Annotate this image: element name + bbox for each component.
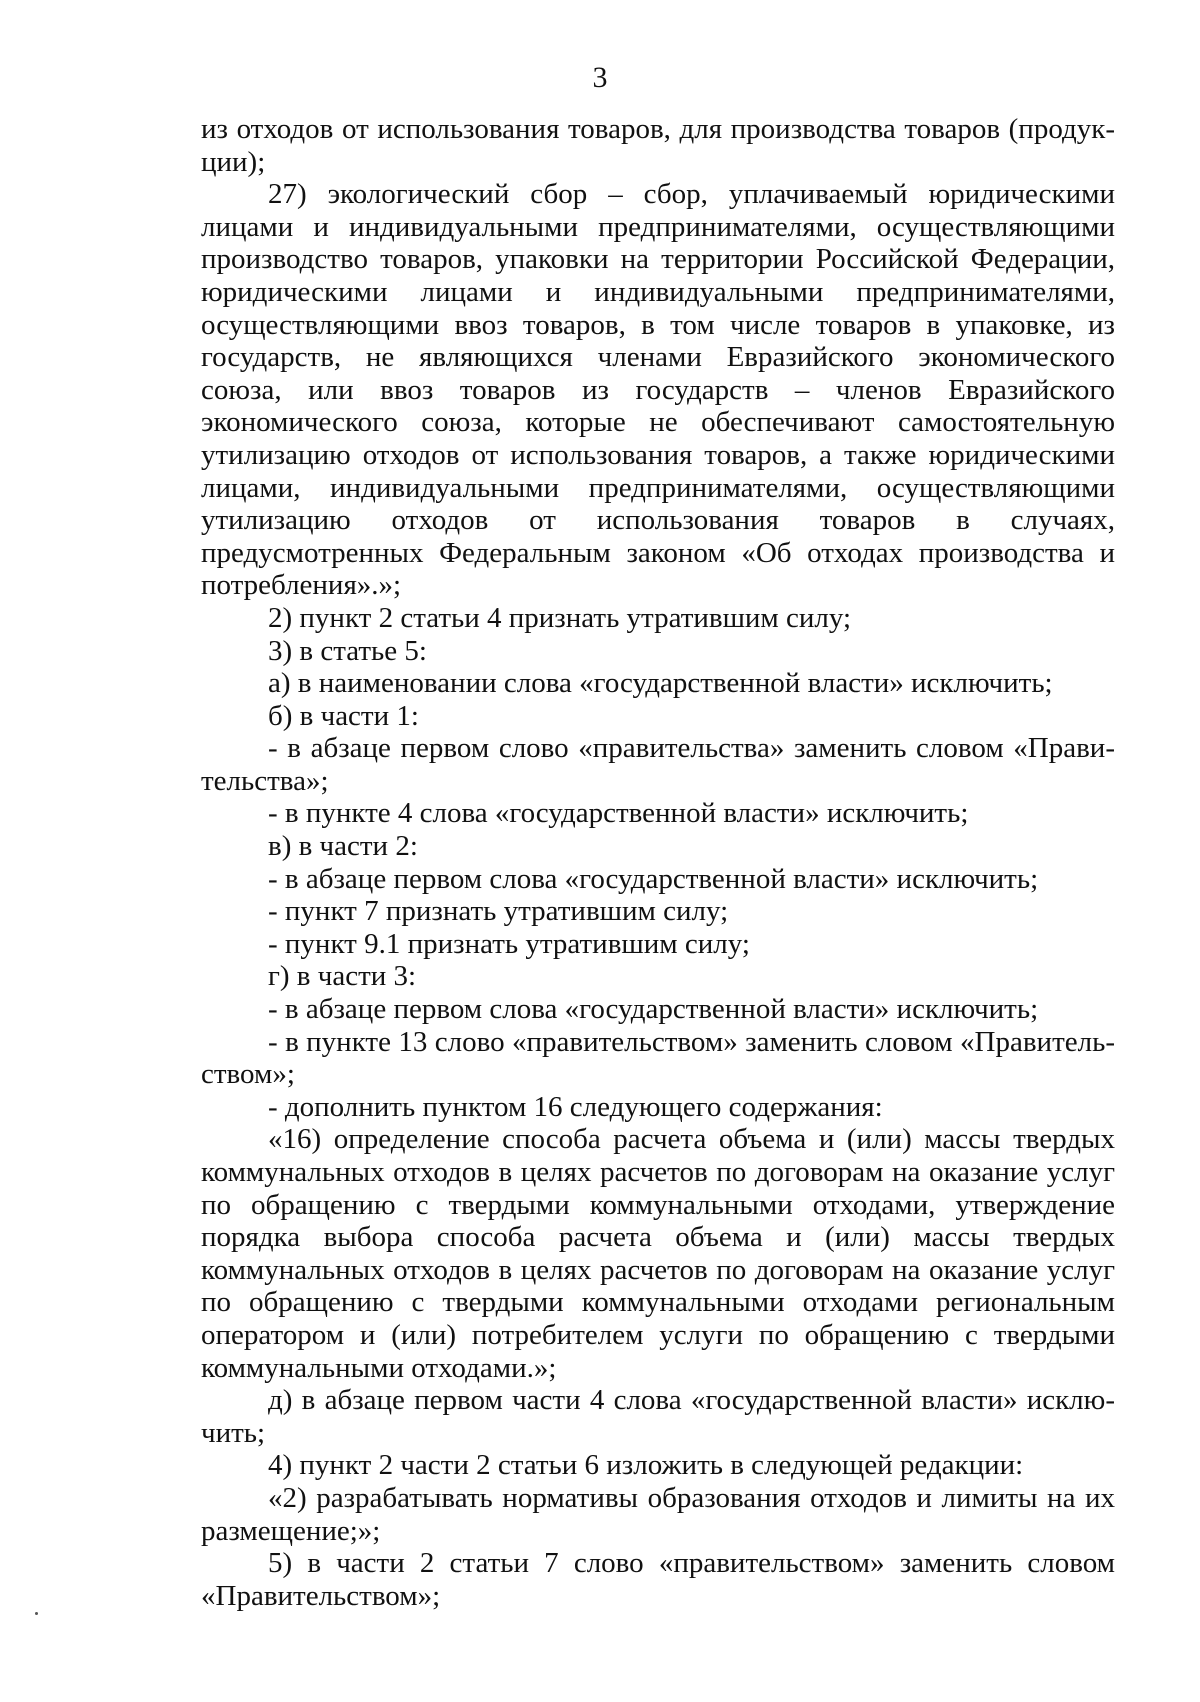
paragraph: - в абзаце первом слово «правительства» заменить словом «Правительства»; — [201, 732, 1115, 797]
paragraph: 3) в статье 5: — [268, 634, 427, 667]
paragraph: - дополнить пунктом 16 следующего содержания: — [268, 1090, 883, 1123]
paragraph: - в пункте 13 слово «правительством» заменить словом «Правительством»; — [201, 1025, 1115, 1091]
paragraph: г) в части 3: — [268, 960, 417, 993]
paragraph: - в абзаце первом слова «государственной власти» исключить; — [268, 993, 1039, 1026]
paragraph: 4) пункт 2 части 2 статьи 6 изложить в следующей редакции: — [268, 1449, 1024, 1482]
paragraph: д) в абзаце первом части 4 слова «государственной власти» исключить; — [201, 1384, 1115, 1449]
paragraph: 5) в части 2 статьи 7 слово «правительством» заменить словом «Правительством»; — [201, 1547, 1115, 1612]
paragraph: - в пункте 4 слова «государственной власти» исключить; — [268, 797, 969, 830]
paragraph: «2) разрабатывать нормативы образования отходов и лимиты на их размещение;»; — [201, 1481, 1115, 1547]
paragraph: б) в части 1: — [268, 699, 419, 732]
paragraph: 27) экологический сбор – сбор, уплачиваемый юридическими лицами и индивидуальными предпринимателями, осуществляющими производство товаров, упаковки на территории Российской Федерации, юридическими лицами и индивидуальными предпринимателями, осуществляющими ввоз товаров, в том числе товаров в упаковке, из государств, не являющихся членами Евразийского экономического союза, или ввоз товаров из государств – членов Евразийского экономического союза, которые не обеспечивают самостоятельную утилизацию отходов от использования товаров, а также юридическими лицами, индивидуальными предпринимателями, осуществляющими утилизацию отходов от использования товаров в случаях, предусмотренных Федеральным законом «Об отходах производства и потребления».»; — [201, 178, 1115, 602]
paragraph: «16) определение способа расчета объема и (или) массы твердых коммунальных отходов в целях расчетов по договорам на оказание услуг по обращению с твердыми коммунальными отходами, утверждение порядка выбора способа расчета объема и (или) массы твердых коммунальных отходов в целях расчетов по договорам на оказание услуг по обращению с твердыми коммунальными отходами региональным оператором и (или) потребителем услуги по обращению с твердыми коммунальными отходами.»; — [201, 1123, 1115, 1384]
document-body — [201, 113, 1115, 1612]
paragraph: в) в части 2: — [268, 830, 418, 863]
page-number: 3 — [592, 61, 608, 94]
paragraph: а) в наименовании слова «государственной власти» исключить; — [268, 667, 1053, 700]
paragraph: - пункт 9.1 признать утратившим силу; — [268, 927, 750, 960]
scan-speck — [35, 1612, 38, 1615]
paragraph: 2) пункт 2 статьи 4 признать утратившим силу; — [268, 601, 852, 634]
paragraph: - в абзаце первом слова «государственной власти» исключить; — [268, 862, 1039, 895]
paragraph: из отходов от использования товаров, для производства товаров (продукции); — [201, 113, 1115, 178]
paragraph: - пункт 7 признать утратившим силу; — [268, 895, 729, 928]
